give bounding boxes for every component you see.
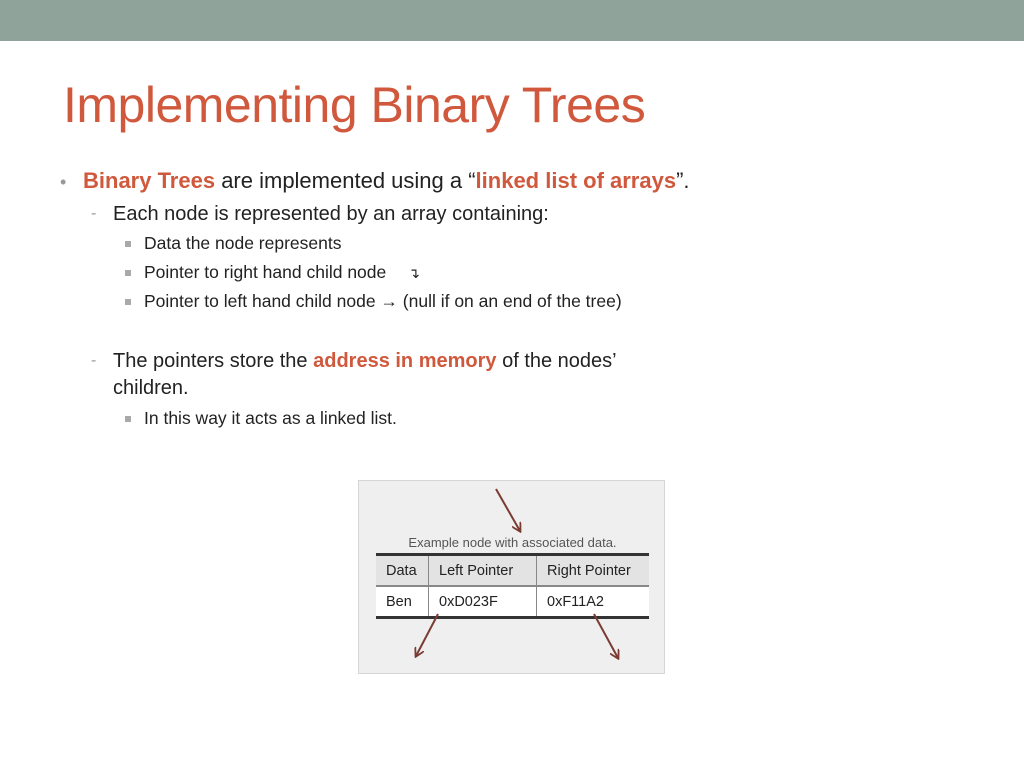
header-right-pointer: Right Pointer <box>537 555 650 587</box>
sub-bullet-pointers <box>113 350 617 373</box>
highlight-linked-list: linked list of arrays <box>475 168 677 193</box>
slide-title: Implementing Binary Trees <box>63 77 646 133</box>
right-child-arrow <box>594 614 618 658</box>
square-bullet-icon <box>125 416 131 422</box>
down-right-arrow-icon: ↴ <box>408 265 420 281</box>
dash-icon: - <box>91 205 97 222</box>
square-bullet-icon <box>125 270 131 276</box>
sub-item-right-pointer <box>144 262 420 283</box>
bullet-main-text-a: are implemented using a “ <box>215 168 476 193</box>
highlight-binary-trees: Binary Trees <box>83 168 216 193</box>
sub-item-right-pointer-text: Pointer to right hand child node <box>144 262 387 282</box>
bullet-main-text-b: ”. <box>676 168 690 193</box>
sub-item-data: Data the node represents <box>144 233 342 253</box>
header-data: Data <box>386 562 417 579</box>
sub-bullet-pointers-text-b: of the nodes’ <box>496 350 617 372</box>
cell-data: Ben <box>386 593 412 610</box>
pointer-arrows <box>359 481 666 675</box>
cell-left-pointer: 0xD023F <box>429 586 537 618</box>
top-bar <box>0 0 1024 41</box>
sub-item-linked-list: In this way it acts as a linked list. <box>144 408 397 428</box>
sub-bullet-pointers-wrap: children. <box>113 377 189 399</box>
left-child-arrow <box>416 614 438 656</box>
highlight-address-in-memory: address in memory <box>313 350 497 372</box>
square-bullet-icon <box>125 299 131 305</box>
node-figure <box>358 480 665 674</box>
sub-item-left-pointer: Pointer to left hand child node → (null if on an end of the tree) <box>144 291 622 311</box>
sub-bullet-pointers-text-a: The pointers store the <box>113 350 314 372</box>
dash-icon: - <box>91 352 97 369</box>
bullet-dot: • <box>60 172 67 192</box>
sub-bullet-node: Each node is represented by an array containing: <box>113 203 549 225</box>
incoming-arrow <box>496 489 520 531</box>
bullet-main <box>83 168 690 194</box>
header-left-pointer: Left Pointer <box>429 555 537 587</box>
cell-right-pointer: 0xF11A2 <box>537 586 650 618</box>
square-bullet-icon <box>125 241 131 247</box>
figure-caption: Example node with associated data. <box>408 535 617 550</box>
